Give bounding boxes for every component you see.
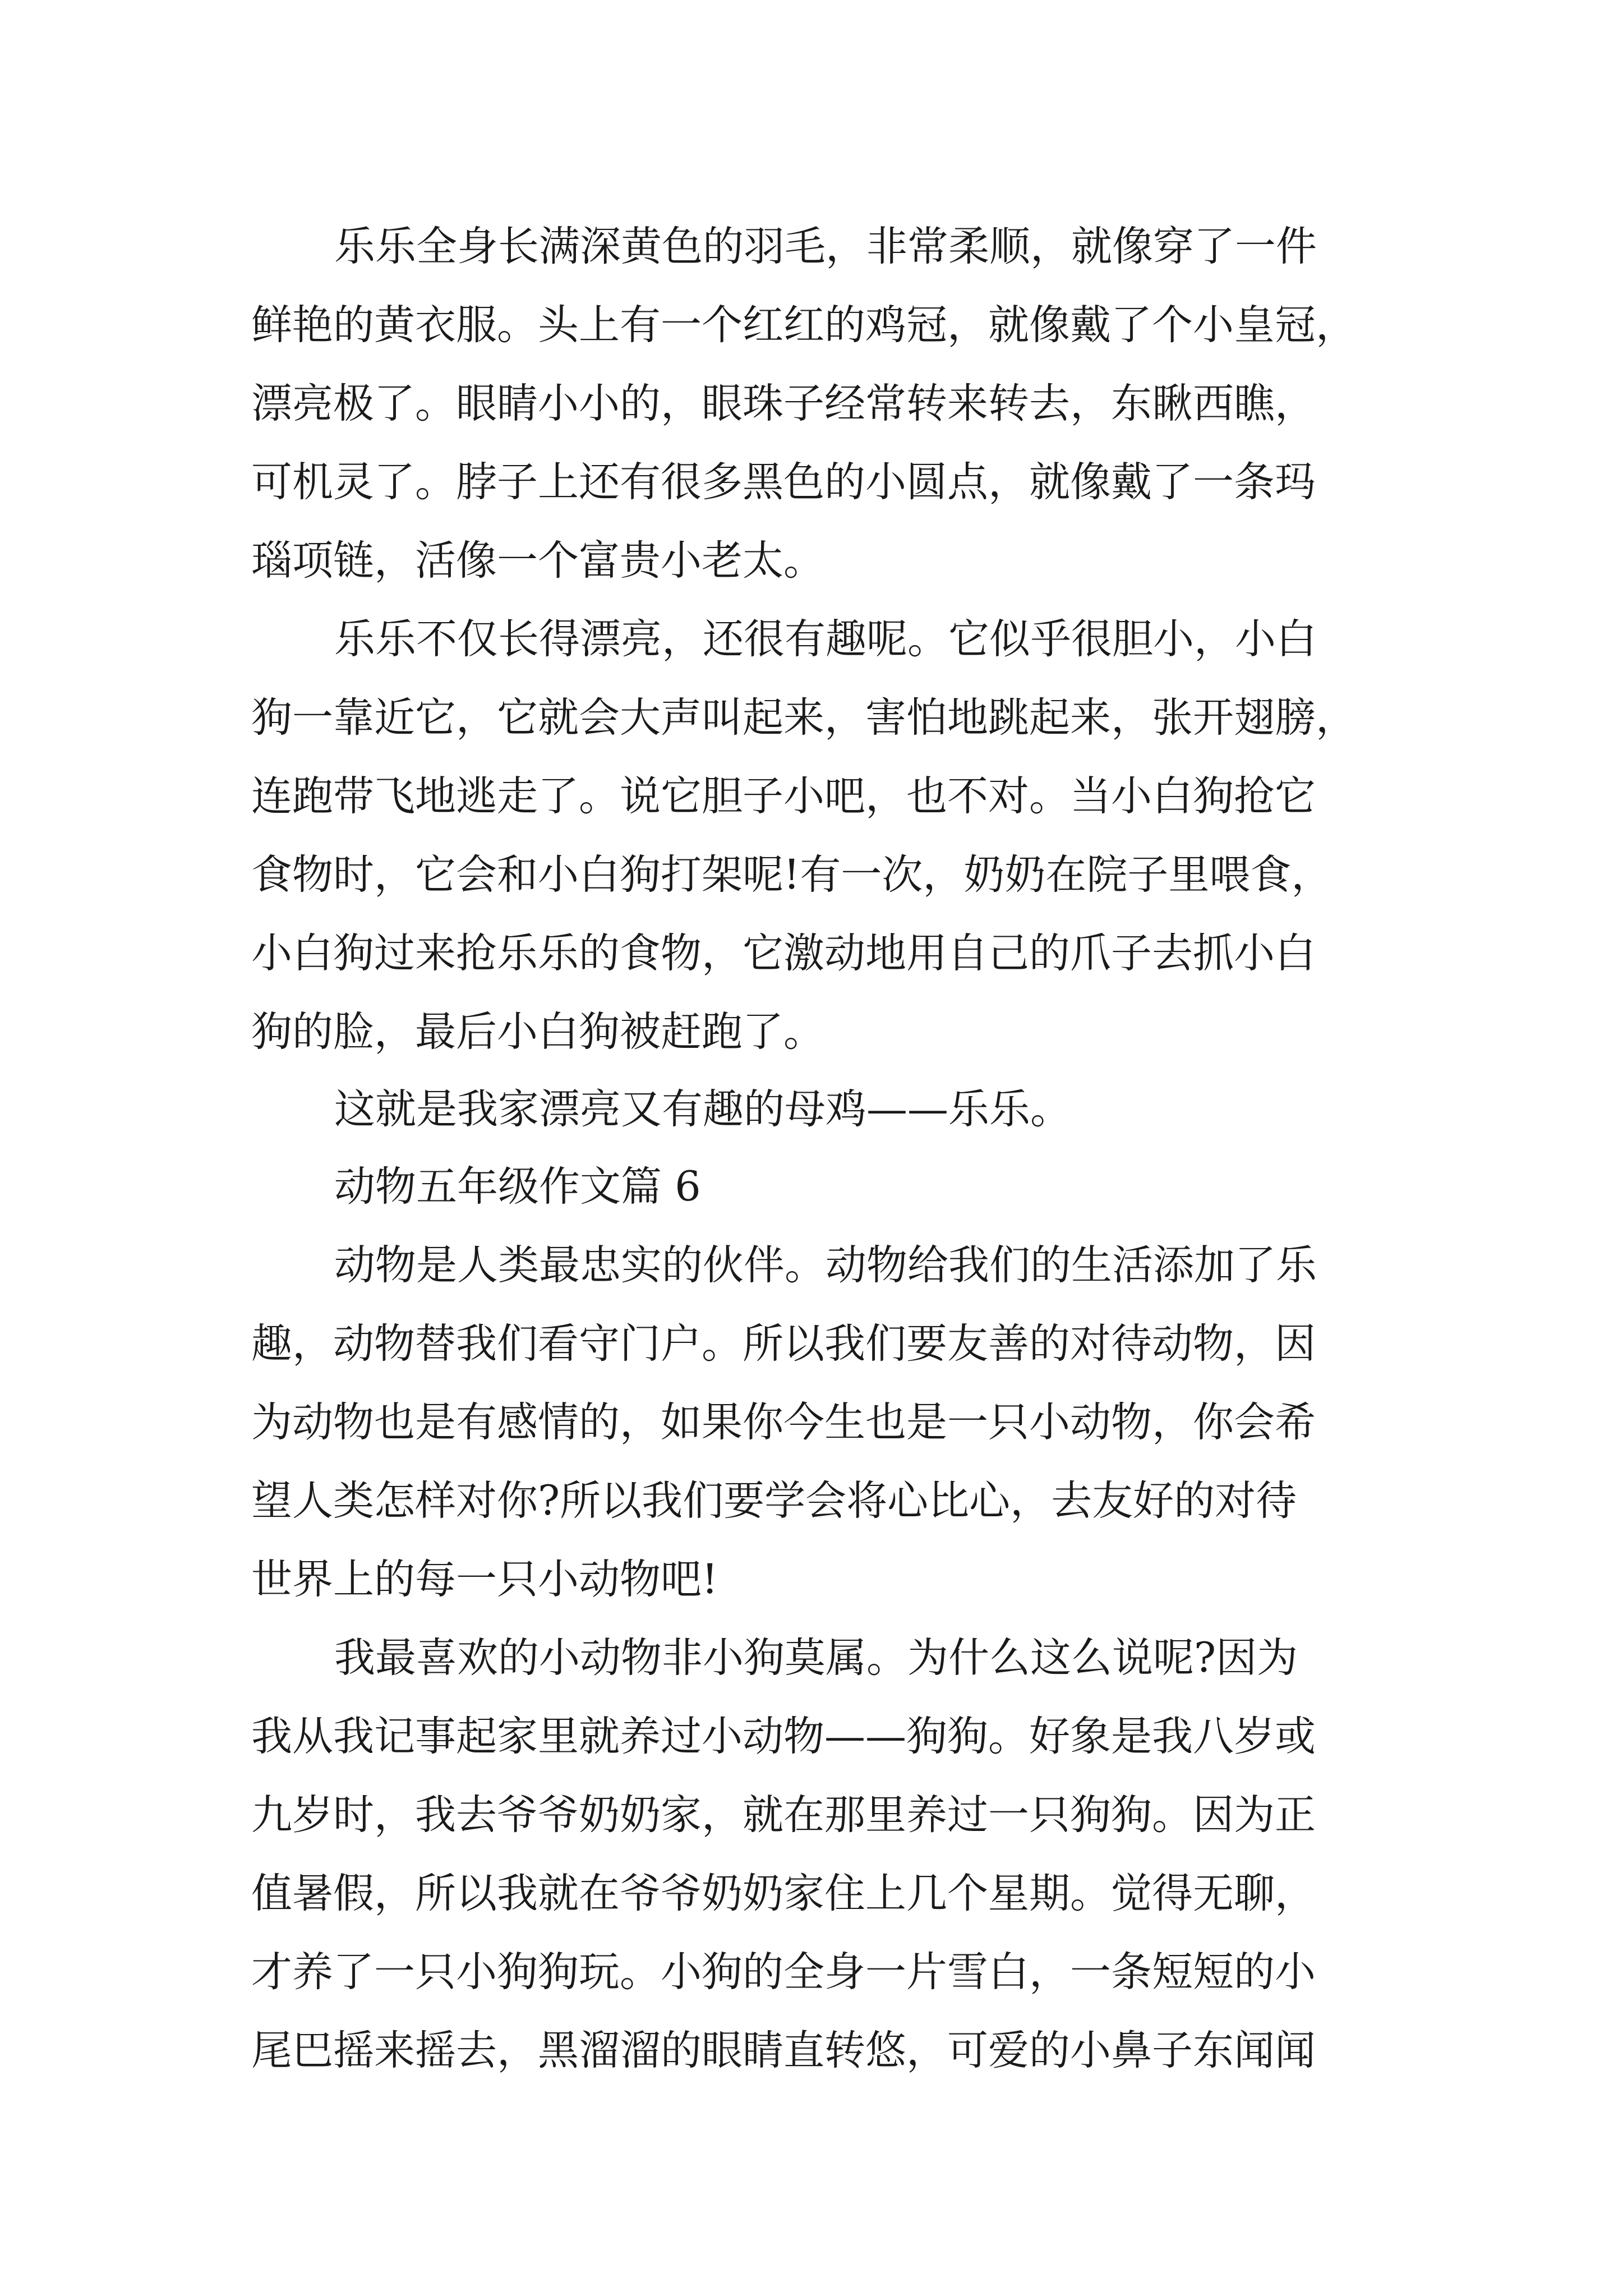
text-line: 动物是人类最忠实的伙伴。动物给我们的生活添加了乐	[334, 1241, 1317, 1289]
text-line: 狗的脸，最后小白狗被赶跑了。	[251, 1008, 824, 1056]
text-line: 才养了一只小狗狗玩。小狗的全身一片雪白，一条短短的小	[251, 1948, 1316, 1996]
text-line: 世界上的每一只小动物吧!	[251, 1556, 718, 1603]
text-line: 连跑带飞地逃走了。说它胆子小吧，也不对。当小白狗抢它	[251, 772, 1316, 820]
text-line: 鲜艳的黄衣服。头上有一个红红的鸡冠，就像戴了个小皇冠，	[251, 301, 1357, 349]
text-line: 尾巴摇来摇去，黑溜溜的眼睛直转悠，可爱的小鼻子东闻闻	[251, 2027, 1316, 2074]
text-line: 我最喜欢的小动物非小狗莫属。为什么这么说呢?因为	[334, 1634, 1298, 1682]
text-line: 漂亮极了。眼睛小小的，眼珠子经常转来转去，东瞅西瞧，	[251, 380, 1316, 427]
text-line: 狗一靠近它，它就会大声叫起来，害怕地跳起来，张开翅膀，	[251, 694, 1357, 742]
text-line: 这就是我家漂亮又有趣的母鸡——乐乐。	[334, 1085, 1071, 1133]
text-line: 为动物也是有感情的，如果你今生也是一只小动物，你会希	[251, 1398, 1316, 1446]
section-heading: 动物五年级作文篇 6	[334, 1163, 701, 1211]
text-line: 乐乐不仅长得漂亮，还很有趣呢。它似乎很胆小，小白	[334, 615, 1317, 663]
text-line: 我从我记事起家里就养过小动物——狗狗。好象是我八岁或	[251, 1713, 1316, 1760]
text-line: 乐乐全身长满深黄色的羽毛，非常柔顺，就像穿了一件	[334, 223, 1317, 270]
text-line: 趣，动物替我们看守门户。所以我们要友善的对待动物，因	[251, 1320, 1316, 1368]
text-line: 望人类怎样对你?所以我们要学会将心比心，去友好的对待	[251, 1477, 1297, 1525]
text-line: 值暑假，所以我就在爷爷奶奶家住上几个星期。觉得无聊，	[251, 1870, 1316, 1917]
text-line: 瑙项链，活像一个富贵小老太。	[251, 537, 824, 585]
text-line: 食物时，它会和小白狗打架呢!有一次，奶奶在院子里喂食，	[251, 851, 1332, 899]
text-line: 小白狗过来抢乐乐的食物，它激动地用自己的爪子去抓小白	[251, 930, 1316, 977]
text-line: 九岁时，我去爷爷奶奶家，就在那里养过一只狗狗。因为正	[251, 1791, 1316, 1839]
text-line: 可机灵了。脖子上还有很多黑色的小圆点，就像戴了一条玛	[251, 458, 1316, 506]
